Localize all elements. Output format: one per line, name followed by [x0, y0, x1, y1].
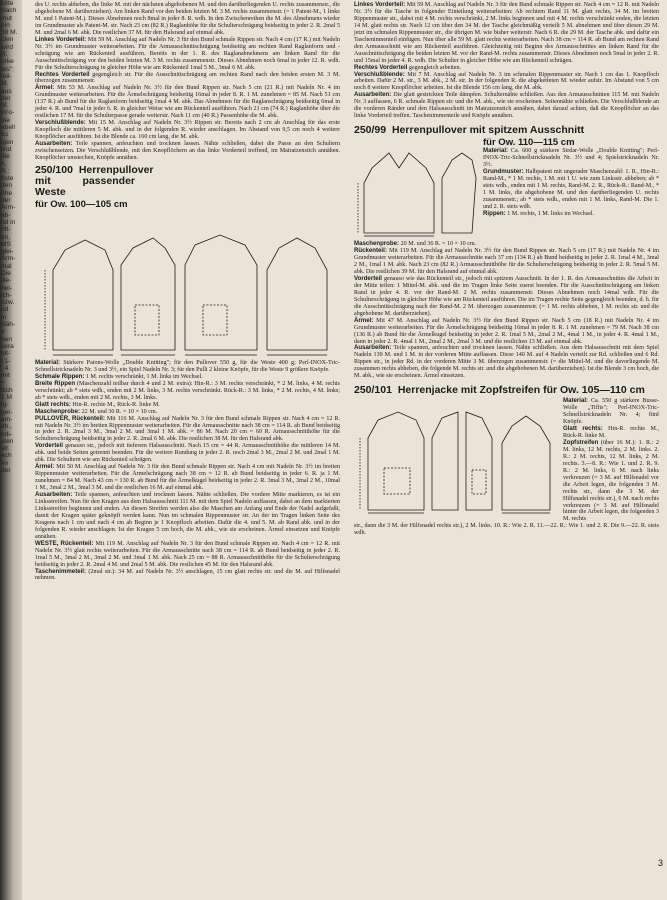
paragraph: Breite Rippen (Maschenzahl teilbar durch 4 und 2 M. extra): Hin-R.: 3 M. rechts verschränkt, * 2 M. links, 4 M. rechts verschränkt; ab * stets wdh., enden mit 2 M. links, 3 M. rechts verschränkt. Rück-R.: 3 M. links, * 2 M. rechts, 4 M. links; ab * stets wdh., enden mit 2 M. rechts, 3 M. links.: [35, 379, 340, 401]
page-number: 3: [657, 858, 663, 868]
strip-fragment: ktro-: [1, 109, 15, 117]
schematic-figure-250-99: [354, 138, 479, 241]
strip-fragment: in: [1, 313, 7, 321]
left-column: [35, 2, 340, 582]
paragraph: Ausarbeiten: Teile spannen, anfeuchten und trocknen lassen. Nähte schließen. Die vordere Mitte markieren, es ist ein Linksstreifen. Nun für den Kragen aus dem Halsausschnitt 111 M. mit dem Spiel Nadeln auffassen, dabei an dem markierten Linksstreifen beginnen und enden. An diesen Streifen werden also die Maschen am Anfang und Ende der Nadel aufgefaßt, damit der Kragen später geknöpft werden kann. Nun im schmalen Rippenmuster str. An der im Tragen linken Seite des Kragens nach 1 cm und nach 4 cm ab Beginn je 1 Knopfloch arbeiten. Dafür die 4. und 5. M. ab Rand abk. und in der folgenden R. wieder anschlagen. Ist der Kragen 5 cm hoch, die M. abk., wie sie erscheinen. Ärmel einsetzen und Knöpfe annähen.: [35, 491, 340, 540]
strip-fragment: str.: [1, 445, 10, 453]
strip-fragment: Nach: [1, 7, 17, 15]
paragraph: Ausarbeiten: Teile spannen, anfeuchten und trocknen lassen. Nähte schließen, dabei die Passe an den Schultern zwischensetzen. Die Verschlußblende, mit den Knopflöchern an das linke Vorderteil treffend, im Matratzenstich annähen. Knopflöcher umstechen, Knöpfe annähen.: [35, 140, 340, 161]
strip-fragment: 58 M.: [1, 29, 18, 37]
strip-fragment: glei-: [1, 248, 14, 256]
pattern-250-100-header: [35, 162, 340, 210]
schematic-figure-250-101: [354, 398, 559, 523]
paragraph: Rechtes Vorderteil gegengleich str. Für die Ausschnittschrägung am rechten Rand nach den beiden ersten M. 3 M. überzogen zusammenstr.: [35, 70, 340, 85]
strip-fragment: zu: [1, 131, 8, 139]
strip-fragment: Arm-: [1, 204, 16, 212]
strip-fragment: h.: [1, 160, 7, 168]
strip-fragment: die: [1, 116, 10, 124]
paragraph: Ärmel: Mit 50 M. Anschlag auf Nadeln Nr. 3 für den Bund schmale Rippen str. Nach 4 cm mit Nadeln Nr. 3½ im breiten Rippenmuster weiterarbeiten. Für die Ärmelschrägung nach 38 cm = 12 R. ab Bund beidseitig in jeder 6. R. ja 1 M. zunehmen = 84 M. Nach 43 cm = 130 R. ab Bund für die Ärmelkugel beidseitig in jeder 2. R. 3mal 3 M., 3mal 2 M., 10mal 1 M., 3mal 2 M., 3mal 3 M. und die restlichen 16 M. auf einmal abk.: [35, 463, 340, 492]
section-heading: 250/101 Herrenjacke mit Zopfstreifen für Ow. 105—110 cm: [354, 384, 645, 397]
paragraph: des U. rechts abheben, die linke M. mit der nächsten abgehobenen M. und den darüberliegenden U. rechts zusammenstr., die abgehobene M. darüberziehen). Am linken Rand vor den beiden letzten M. 3 M. rechts zusammenstr. (= 1 Patent-M., 1 linke M. und 1 Patent-M.). Dieses Abnehmen noch 8mal in jeder 8. R. wdh. In den Zwischenreihen die M. des Abnehmens wieder im Grundmuster als Patent-M. str. Nach 23 cm (82 R.) Raglanhöhe für die Schulterschrägung beidseitig in jeder 2. R. 2mal 5 M. und 2mal 6 M. abk. Die restlichen 37 M. für den Halsrand auf einmal abk.: [35, 2, 340, 36]
strip-fragment: ; 4: [1, 364, 9, 372]
strip-fragment: M.: [1, 80, 9, 88]
strip-fragment: mit: [1, 372, 10, 380]
paragraph: Glatt rechts: Hin-R. rechte M., Rück-R. linke M.: [563, 425, 659, 439]
paragraph: str., dann die 3 M. der Hilfsnadel rechts str.), 2 M. links. 10. R.: Wie 2. R. 11.—22. R.: Wie 1. und 2. R. Die 9.—22. R. stets wdh.: [354, 523, 659, 537]
paragraph: Material: Stärkere Patons-Wolle „Double Knitting"; für den Pullover 550 g, für die Weste 400 g; Perl-INOX-Tric-Schnellstricknadeln Nr. 3 und 3½, ein Spiel Nadeln Nr. 3; für den Pulli 2 kleine Knöpfe, für die Weste 9 größere Knöpfe.: [35, 358, 340, 373]
strip-fragment: en,: [1, 233, 11, 241]
strip-fragment: R.:: [1, 167, 10, 175]
strip-fragment: hel-: [1, 284, 12, 292]
paragraph: Linkes Vorderteil: Mit 59 M. Anschlag auf Nadeln Nr. 3 für den Bund schmale Rippen str. Nach 4 cm = 12 R. mit Nadeln Nr. 3½ für die Tasche in folgender Einteilung weiterarbeiten: Ab rechtem Rand 11 M. glatt rechts, 34 M. im breiten Rippenmuster str., dabei mit 4 M. rechts verschränkt, 2 M. links beginnen und mit 4 M. rechts verschränkt enden, die letzten 14 M. glatt rechts str. Nach 12 cm über den 34 M. der Tasche gleichmäßig verteilt 5 M. abnehmen und über diesen 29 M. jetzt im schmalen Rippenmuster str., die übrigen M. wie bisher weiterstr. Nach 6 R. die 29 M. der Tasche abk. und dafür ein Taschenimnenteil einfügen. Nun über alle 59 M. glatt rechts weiterarbeiten. Nach 38 cm = 114 R. ab Bund am rechten Rand den Armausschnitt wie am Rückenteil ausführen. Gleichzeitig mit Beginn des Armausschnittes am linken Rand für die Ausschnittschrägung die beiden letzten M. vor der Rand-M. rechts zusammenstr. Dieses Abnehmen noch 5mal in jeder 2. R. und 15mal in jeder 4. R. wdh. Die Schulter in gleicher Höhe wie am Rückenteil schrägen.: [354, 1, 659, 64]
strip-fragment: ndi-: [1, 430, 12, 438]
strip-fragment: tes":: [1, 65, 14, 73]
strip-fragment: ich-: [1, 291, 12, 299]
strip-fragment: der: [1, 467, 11, 474]
strip-fragment: die: [1, 153, 10, 161]
paragraph: WESTE, Rückenteil: Mit 119 M. Anschlag auf Nadeln Nr. 3 für den Bund schmale Rippen str. Nach 4 cm = 12 R. mit Nadeln Nr. 3½ glatt rechts weiterarbeiten. Für die Armausschnitte nach 38 cm = 114 R. ab Bund beidseitig in jeder 2. R. 1mal 5 M., 3mal 2 M., 3mal 2 M. und 3mal 1 M. abk. Nach 25 cm = 88 R. Armausschnitthöhe für die Schulterschrägung beidseitig in jeder 2. R. 2mal 4 M. und 2mal 5 M. abk. Die restlichen 45 M. für den Halsrand abk.: [35, 539, 340, 568]
schematic-figure-250-100: [35, 210, 340, 360]
strip-fragment: öhe: [1, 189, 13, 197]
paragraph: Ausarbeiten: Die glatt gestrickten Teile dämpfen. Schulternähte schließen. Aus den Armausschnitten 115 M. mit Nadeln Nr. 3 auffassen, 6 R. schmale Rippen str. und die M. abk., wie sie erscheinen. Seitennähte schließen. Die Verschlußblende an die vorderen Ränder und den Halsausschnitt im Matratzenstich annähen, dabei darauf achten, daß die Knopflöcher an das linke Vorderteil treffen. Taschenimmenteile und Knöpfe annähen.: [354, 91, 659, 120]
strip-fragment: Ig-: [1, 401, 9, 409]
strip-fragment: teil-: [1, 72, 12, 80]
strip-fragment: nd in: [1, 218, 16, 226]
strip-fragment: aus: [1, 87, 12, 95]
strip-fragment: den: [1, 182, 13, 190]
paragraph: Vorderteil genauso wie das Rückenteil str., jedoch mit spitzem Ausschnitt. In der 1. R. des Armausschnittes die Arbeit in der Mitte teilen: 1 Mittel-M. abk. und die im Tragen linke Seite zuerst beenden. Für die Ausschnittschrägung am linken Rand in jeder 4. R. vor der Rand-M. 2 M. rechts zusammenstr. Dieses Abnehmen noch 14mal wdh. Für die Schulterschrägung in gleicher Höhe wie am Rückenteil ausführen. Die im Tragen rechte Seite gegengleich beenden, d. h. für die Ausschnittschrägung nach der Rand-M. 2 M. überzogen zusammenstr. (= 1 M. rechts abheben, 1 M. rechts str. und die abgehobene M. darüberziehen).: [354, 274, 659, 317]
strip-fragment: Arm-: [1, 255, 16, 263]
strip-fragment: dh.,: [1, 423, 12, 431]
paragraph: Ärmel: Mit 53 M. Anschlag auf Nadeln Nr. 3½ für den Bund Rippen str. Nach 5 cm (21 R.) mit Nadeln Nr. 4 im Grundmuster weiterarbeiten. Für die Ärmelschrägung beidseitig 16mal in jeder 8. R. 1 M. zunehmen = 85 M. Nach 51 cm (137 R.) ab Bund für die Raglanform beidseitig 1mal 4 M. abk. Das Abnehmen für die Raglanschrägung beidseitig 6mal in jeder 4. R. und 7mal in jeder 6. R. in gleicher Weise wie am Rückenteil ausführen. Nach 21 cm (74 R.) Raglanhöhe über die restlichen 17 M. für die Schulterpasse gerade weiterstr. Nach 11 cm (40 R.) Passenhöhe die M. abk.: [35, 84, 340, 120]
strip-fragment: wird: [1, 43, 14, 51]
paragraph: Rückenteil: Mit 119 M. Anschlag auf Nadeln Nr. 3½ für den Bund Rippen str. Nach 5 cm (17 R.) mit Nadeln Nr. 4 im Grundmuster weiterarbeiten. Für die Armausschnitte nach 37 cm (134 R.) ab Bund beidseitig in jeder 2. R. 1mal 4 M., 3mal 2 M., 1mal 1 M. abk. Nach 23 cm (82 R.) Armausschnitthöhe für die Schulterschrägung beidseitig in jeder 2. R. 5mal 5 M. abk. Die restlichen 39 M. für den Halsrand auf einmal abk.: [354, 247, 659, 275]
strip-fragment: mut: [1, 14, 12, 22]
strip-fragment: orke: [1, 58, 14, 66]
paragraph: Glatt rechts: Hin-R. rechte M., Rück-R. linke M.: [35, 400, 160, 408]
strip-fragment: mal: [1, 262, 12, 270]
strip-fragment: iden: [1, 36, 14, 44]
strip-fragment: R.: [1, 51, 8, 59]
paragraph: Vorderteil genauso str., jedoch mit tieferem Halsausschnitt. Nach 15 cm = 44 R. Armausschnitthöhe die mittleren 14 M. abk. und beide Seiten getrennt beenden. Für die weitere Rundung in jeder 2. R. noch 2mal 3 M., 2mal 2 M. und 2mal 1 M. abk. Die Schultern wie am Rückenteil schrägen.: [35, 442, 340, 464]
strip-fragment: ger-: [1, 408, 13, 416]
paragraph: Rippen: 1 M. rechts, 1 M. links im Wechsel.: [483, 209, 595, 217]
strip-fragment: hste: [1, 175, 14, 183]
strip-fragment: I 1-: [1, 357, 11, 365]
strip-fragment: en: [1, 459, 9, 467]
strip-fragment: abell: [1, 124, 15, 132]
section-heading: 250/99 Herrenpullover mit spitzem Ausschnitt: [354, 124, 585, 137]
strip-fragment: nit-: [1, 350, 11, 358]
strip-fragment: =: [1, 379, 5, 387]
strip-fragment: am-: [1, 415, 13, 423]
strip-fragment: MS: [1, 240, 11, 248]
strip-fragment: M.: [1, 102, 9, 110]
section-subheading: für Ow. 100—105 cm: [35, 198, 128, 210]
pullover-schematic-diagram: [35, 210, 340, 360]
strip-fragment: der: [1, 197, 11, 205]
paragraph: Zopfstreifen (über 16 M.): 1. R.: 2 M. links, 12 M. rechts, 2 M. links. 2. R.: 2 M. rechts, 12 M. links, 2 M. rechts. 3.—8. R.: Wie 1. und 2. R. 9. R.: 2 M. links, 6 M. nach links verkreuzen (= 3 M. auf Hilfsnadel vor die Arbeit legen, die folgenden 3 M. rechts str., dann die 3 M. der Hilfsnadel rechts str.), 6 M. nach rechts verkreuzen (= 3 M. auf Hilfsnadel hinter die Arbeit legen, die folgenden 3 M. rechts: [563, 438, 659, 523]
section-heading: 250/100 Herrenpullover mit passender Weste: [35, 163, 154, 198]
paragraph: Material: Ca. 550 g stärkere Busse-Wolle „Tiffis"; Perl-INOX-Tric-Schnellstricknadeln Nr. 4; fünf Knöpfe.: [563, 397, 659, 426]
paragraph: Rechtes Vorderteil gegengleich arbeiten.: [354, 63, 462, 71]
paragraph: PULLOVER, Rückenteil: Mit 116 M. Anschlag auf Nadeln Nr. 3 für den Bund schmale Rippen str. Nach 4 cm = 12 R. mit Nadeln Nr. 3½ im breiten Rippenmuster weiterarbeiten. Für die Armausschnitte nach 38 cm = 114 R. ab Bund beidseitig in jeder 2. R. 2mal 3 M., 3mal 2 M. und 3mal 1 M. abk. = 86 M. Nach 20 cm = 60 R. Armausschnitthöhe für die Schulterschrägung beidseitig in jeder 2. R. 2mal 6 M. abk. Die restlichen 38 M. für den Halsrand abk.: [35, 414, 340, 443]
strip-fragment: cera: [1, 342, 14, 350]
strip-fragment: Die: [1, 269, 11, 277]
paragraph: Material: Ca. 600 g stärkere Sirdar-Wolle „Double Knitting"; Perl-INOX-Tric-Schnellstricknadeln Nr. 3½ und 4; Spielstricknadeln Nr. 3½.: [483, 147, 659, 169]
paragraph: Verschlußblende: Mit 7 M. Anschlag auf Nadeln Nr. 3 im schmalen Rippenmuster str. Nach 1 cm das 1. Knopfloch arbeiten. Dafür 2 M. str., 3 M. abk., 2 M. str. In der folgenden R. die abgeketteten M. wieder aufstr. Im Abstand von 5 cm noch 8 weitere Knopflöcher arbeiten. Ist die Blende 156 cm lang, die M. abk.: [354, 70, 659, 92]
jacket-schematic-diagram: [354, 398, 559, 516]
strip-fragment: ritt-: [1, 226, 11, 234]
paragraph: Verschlußblende: Mit 15 M. Anschlag auf Nadeln Nr. 3½ Rippen str. Bereits nach 2 cm ab Anschlag für das erste Knopfloch die mittleren 5 M. abk. und in der folgenden R. wieder anschlagen. Im Abstand von 9,5 cm noch 4 weitere Knopflöcher ausführen. Ist die Blende ca. 160 cm lang, die M. abk.: [35, 119, 340, 141]
v-neck-schematic-diagram: [354, 138, 479, 238]
strip-fragment: lind: [1, 145, 12, 153]
strip-fragment: e: [1, 328, 5, 336]
pattern-250-99-block: [354, 138, 659, 241]
strip-fragment: nd: [1, 306, 9, 314]
strip-fragment: der: [1, 94, 11, 102]
paragraph: Maschenprobe: 20 M. und 36 R. = 10 × 10 cm.: [354, 240, 477, 248]
adjacent-page-strip: [0, 0, 22, 900]
strip-fragment: sten: [1, 437, 14, 445]
paragraph: Schmale Rippen: 1 M. rechts verschränkt, 1 M. links im Wechsel.: [35, 372, 203, 380]
strip-fragment: Näh-: [1, 321, 16, 329]
strip-fragment: bitte: [1, 0, 14, 7]
paragraph: Ausarbeiten: Teile spannen, anfeuchten und trocknen lassen. Nähte schließen. Aus dem Halsausschnitt mit dem Spiel Nadeln 139 M. und 1 M. in der vorderen Mitte auffassen. Diese 140 M. auf 4 Nadeln verteilt zur Rd. schließen und 6 Rd. Rippen str., in jeder Rd. in der vorderen Mitte 3 M. überzogen zusammenstr. (= die Mittel-M. und die davorliegende M. zusammen rechts abheben, die folgende M. rechts str. und die abgehobenen M. darüberziehen). Ist die Blende 3 cm hoch, die M. abk., wie sie erscheinen. Ärmel einsetzen.: [354, 344, 659, 380]
strip-fragment: ilie-: [1, 277, 12, 285]
strip-fragment: nzw.: [1, 299, 15, 307]
strip-fragment: igen: [1, 138, 14, 146]
strip-fragment: ach: [1, 452, 12, 460]
pattern-250-101-block: [354, 398, 659, 523]
magazine-page: [22, 0, 667, 900]
strip-fragment: ab-: [1, 211, 11, 219]
section-subheading: für Ow. 110—115 cm: [483, 137, 575, 149]
paragraph: Taschenimmeteil: (2mal str.): 34 M. auf Nadeln Nr. 3½ anschlagen, 15 cm glatt rechts str. und die M. auf Hilfsnadel nehmen.: [35, 567, 340, 582]
paragraph: Maschenprobe: 22 M. und 30 R. = 10 × 10 cm.: [35, 407, 158, 415]
paragraph: Grundmuster: Halbpatent mit ungerader Maschenzahl: 1. R., Hin-R.: Rand-M., * 1 M. rechts, 1 M. mit 1 U. wie zum Linksstr. abheben; ab * stets wdh., enden mit 1 M. rechts, Rand-M. 2. R., Rück-R.: Rand-M., * 1 M. links, die abgehobene M. und den darüberliegenden U. rechts zusammenstr.; ab * stets wdh., enden mit 1 M. links, Rand-M. Die 1. und 2. R. stets wdh.: [483, 168, 659, 210]
paragraph: Linkes Vorderteil: Mit 59 M. Anschlag auf Nadeln Nr. 3 für den Bund schmale Rippen str. Nach 4 cm (17 R.) mit Nadeln Nr. 3½ im Grundmuster weiterarbeiten. Für die Armausschnittschrägung beidseitig am rechten Rand Raglanform und -schrägung wie am Rückenteil ausführen. Bereits in der 1. R. des Raglanabnehmens am linken Rand für die Ausschnittschrägung vor den beiden letzten M. 3 M. rechts zusammenstr. Dieses Abnehmen noch 6mal in jeder 12. R. wdh. Für die Schulterschrägung in gleicher Höhe wie am Rückenteil 1mal 5 M., 3mal 6 M. abk.: [35, 35, 340, 71]
paragraph: Ärmel: Mit 47 M. Anschlag auf Nadeln Nr. 3½ für den Bund Rippen str. Nach 5 cm (18 R.) mit Nadeln Nr. 4 im Grundmuster weiterarbeiten. Für die Ärmelschrägung beidseitig 16mal in jeder 8. R. 1 M. zunehmen = 79 M. Nach 38 cm (136 R.) ab Bund für die Ärmelkugel beidseitig in jeder 2. R. 1mal 5 M., 2mal 2 M., 4mal 1 M., in jeder 4. R. 4mal 1 M., dann in jeder 2. R. 4mal 1 M., 2mal 2 M., 2mal 3 M. und die restlichen 13 M. auf einmal abk.: [354, 316, 659, 345]
right-column: [354, 2, 659, 537]
strip-fragment: 1 M: [1, 394, 12, 402]
strip-fragment: ein: [1, 21, 10, 29]
strip-fragment: tlich: [1, 386, 13, 394]
strip-fragment: hen: [1, 335, 13, 343]
